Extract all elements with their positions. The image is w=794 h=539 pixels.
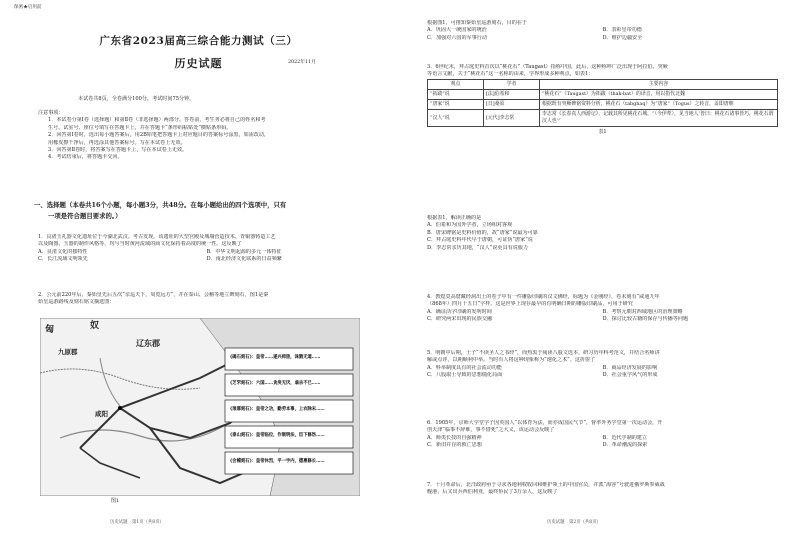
answer-options — [427, 365, 778, 380]
option: C．拜占庭史料年代早于唐朝，可证伪“唐家”说 — [427, 237, 533, 244]
option: D．革命潮流的探索 — [602, 442, 648, 449]
option: A．良渚文化的独特性 — [38, 248, 88, 255]
inscription-text: 《会稽刻石》：皇帝休烈，平一宇内，德惠修长…… — [228, 459, 325, 464]
question-text: 1．良渚玉礼器文化遗址位于今湖北武汉。考古发现，该遗址的大型宫殿及城墙营造技术、青铜器铸造工艺 — [38, 234, 276, 240]
inscription-text: 《琅琊刻石》：皇帝之功，勤劳本事，上农除末…… — [228, 407, 325, 412]
option: D．探讨比较古籍的保存与传播等问题 — [602, 316, 689, 323]
option: B．近代学制的建立 — [602, 434, 647, 441]
note-line: 1．本试卷分第Ⅰ卷（选择题）和第Ⅱ卷（非选择题）两部分。答卷前，考生务必将自己的姓名和考 — [48, 117, 266, 124]
question-text: 根据图1，可推知秦始皇巡游刻石，目的在于 — [427, 20, 528, 26]
page-footer: 历史试题 第1页（共8页） — [110, 520, 164, 525]
option: D．南北经济文化联系的日益频繁 — [206, 256, 282, 263]
question-text: 2．公元前220年后，秦始皇先后五次“亲巡天下，周览远方”，并在泰山、会稽等地立碑刻石，图1是秦 — [38, 292, 269, 298]
exam-notes — [38, 110, 375, 162]
qin-tour-map — [40, 318, 360, 496]
section-heading: 一、选择题（本卷共16个小题，每小题3分，共48分。在每小题给出的四个选项中，只有 一项是符合题目要求的。） — [34, 201, 287, 220]
figure-caption: 图1 — [110, 498, 120, 504]
question-text: 5．明朝中后期，士子“不读圣人之书经”，而热衷于阅读八股文选本，研习历年科考范文，并结合名师讲 — [427, 350, 660, 356]
question-1 — [38, 234, 375, 264]
table-header: 观点 — [428, 79, 484, 89]
exam-subject: 历史试题 — [174, 57, 223, 70]
option: A．巩固大一统国家的统治 — [427, 27, 487, 34]
question-text: 等语言文献，关于“桃花石”这一名称的由来，学界形成多种观点，如表1： — [427, 71, 594, 78]
option: A．确证活字印刷的发明时间 — [427, 308, 492, 315]
question-2-continued — [427, 20, 778, 42]
table-header: 主要内容 — [540, 79, 778, 89]
question-7 — [427, 482, 778, 497]
question-text: 以及陶器、玉器的制作风格等，均与当时黄河流域的商文化保持着高度的统一性。这反映了 — [38, 241, 242, 248]
map-label-xiongnu-2: 奴 — [90, 321, 100, 331]
question-text: 4．教煌莫高窟藏经洞出土的卷子中有一件雕版印刷的汉文佛经，标题为《金刚经》，卷末刻有“咸通九年 — [427, 294, 660, 300]
question-text: 3．6世纪末，拜占庭史料首次以“桃花石”（Taugast）指称中国，此后，这种称呼广泛出现于阿拉伯、突厥 — [427, 64, 668, 70]
question-6 — [427, 420, 778, 450]
question-5 — [427, 350, 778, 380]
question-text: 创天津“临事不辞难，事不惜死”之大义，该运动会反映了 — [427, 427, 555, 434]
option: A．师夷长技的自强精神 — [427, 434, 482, 441]
question-3-options — [427, 215, 778, 252]
map-label-jiuyuan: 九原郡 — [58, 348, 78, 356]
option: D．李志常亲历其地，“汉人”说更具有说服力 — [427, 244, 528, 251]
exam-title: 广东省2023届高三综合能力测试（三） — [99, 35, 298, 47]
question-text: 始皇巡游路线及刻石铭文摘选图： — [38, 299, 115, 306]
answer-options — [427, 27, 778, 42]
inscription-text: 《芝罘刻石》：六国……贪戾无厌，虐杀不已…… — [228, 381, 321, 386]
option: B．表彰皇帝功德 — [602, 27, 642, 34]
option: A．科举制度具有的社会流动功能 — [427, 364, 502, 371]
option: D．维护边疆安全 — [602, 34, 643, 41]
option: B．商品经济发展的影响 — [602, 364, 658, 371]
table-row: “唐家”说 [日]桑原 根据既有突厥碑铭资料分析，桃花石（tabghaq）为“唐家”（Togus）之转音，盖即唐朝 — [428, 99, 778, 109]
exam-page-2 — [397, 0, 794, 539]
notes-heading: 注意事项： — [38, 110, 64, 116]
table-caption: 表1 — [598, 129, 607, 136]
option: C．长江流域文明领先 — [38, 256, 88, 263]
map-label-liaodong: 辽东郡 — [136, 338, 160, 348]
map-label-xianyang: 咸阳 — [95, 410, 108, 418]
option: C．新旧并存的救亡思想 — [427, 442, 482, 449]
option: A．伯希和为国外学者，立场相对客观 — [427, 222, 513, 229]
option: D．社会重学风气的形成 — [602, 372, 658, 379]
option: B．考察元朝对西域地区的治理策略 — [602, 308, 683, 315]
note-line: 用橡皮擦干净后，再选涂其他答案标号。写在本试卷上无效。 — [48, 139, 186, 146]
inscription-text: 《泰山刻石》：皇帝临位，作制明法，臣下修饬…… — [228, 433, 325, 438]
note-line: 4．考试结束后，将答题卡交回。 — [48, 154, 123, 161]
note-line: 2．回答第Ⅰ卷时，选出每小题答案后，用2B铅笔把答题卡上对应题目的答案标号涂黑，如需改动， — [48, 132, 270, 139]
inscription-text: 《碣石刻石》：皇帝……遂兴师旅，诛戮无道…… — [228, 355, 321, 360]
exam-intro: 本试卷共8页，全卷满分100分。考试时间75分钟。 — [78, 96, 195, 102]
question-text: 6．1905年，京师大学堂学子因英国人“以体育为法，而亦成国民气节”，督率外务学堂第一次运动会，开 — [427, 420, 663, 426]
answer-options — [427, 309, 778, 324]
question-text: 7．十月革命后，北洋政府亟于寻求各地利权收回和维护领土的中国官员，并派“海容”号驶进俄罗斯参威战 — [427, 482, 665, 488]
table-row: “拓跋”说 [法]伯希和 “桃花石”（Taugast）为拓跋（thak-bat）的译音，用以指代北魏 — [428, 89, 778, 99]
answer-options — [427, 435, 778, 450]
inscription-panels — [225, 348, 353, 474]
viewpoint-table — [427, 79, 778, 128]
option: B．唐宋碑铭是史料价值的，故“唐家”说最为可靠 — [427, 229, 538, 236]
question-text: 根据表1，解读正确的是 — [427, 215, 482, 221]
answer-options — [38, 249, 375, 264]
map-label-xiongnu-1: 匈 — [45, 325, 55, 335]
option: B．中华文明起源的多元一体特征 — [206, 248, 282, 255]
question-4 — [427, 294, 778, 324]
option: C．八股取士导致的思想僵化局面 — [427, 372, 503, 379]
option: C．加强对六国的军事行动 — [427, 34, 487, 41]
table-header: 学者 — [484, 79, 540, 89]
question-text: 舰港，后又出兵西伯利亚，最终侨民了3万余人，这反映了 — [427, 489, 558, 496]
question-3 — [427, 64, 778, 139]
question-text: （868年）四月十五日”字样。这是世界上现存最早的有明确日期的雕版印刷品，可用于研究 — [427, 301, 633, 308]
exam-date: 2022年11月 — [288, 60, 316, 65]
confidential-badge: 保密★启用前 — [14, 5, 42, 10]
question-2 — [38, 292, 375, 307]
table-row: “汉人”说 [元代]李志常 李志常《长春真人西游记》，记载其所见桃花石城，“（今伊犁），见当地人‘皆曰：桃花石诸事皆巧，桃花石谓汉人也’” — [428, 110, 778, 127]
option: C．研究两宋出现的民族交融 — [427, 316, 493, 323]
note-line: 3．回答第Ⅱ卷时，将答案写在答题卡上，写在本试卷上无效。 — [48, 146, 188, 153]
page-footer: 历史试题 第2页（共8页） — [547, 520, 601, 525]
note-line: 生号、试室号、座位号填写在答题卡上，并在答题卡“条形码粘贴处”横贴条形码。 — [48, 124, 232, 131]
question-text: 解或点评，以期顺利中举。当时有人将这种现象称为“速化之术”。这折射了 — [427, 357, 596, 364]
